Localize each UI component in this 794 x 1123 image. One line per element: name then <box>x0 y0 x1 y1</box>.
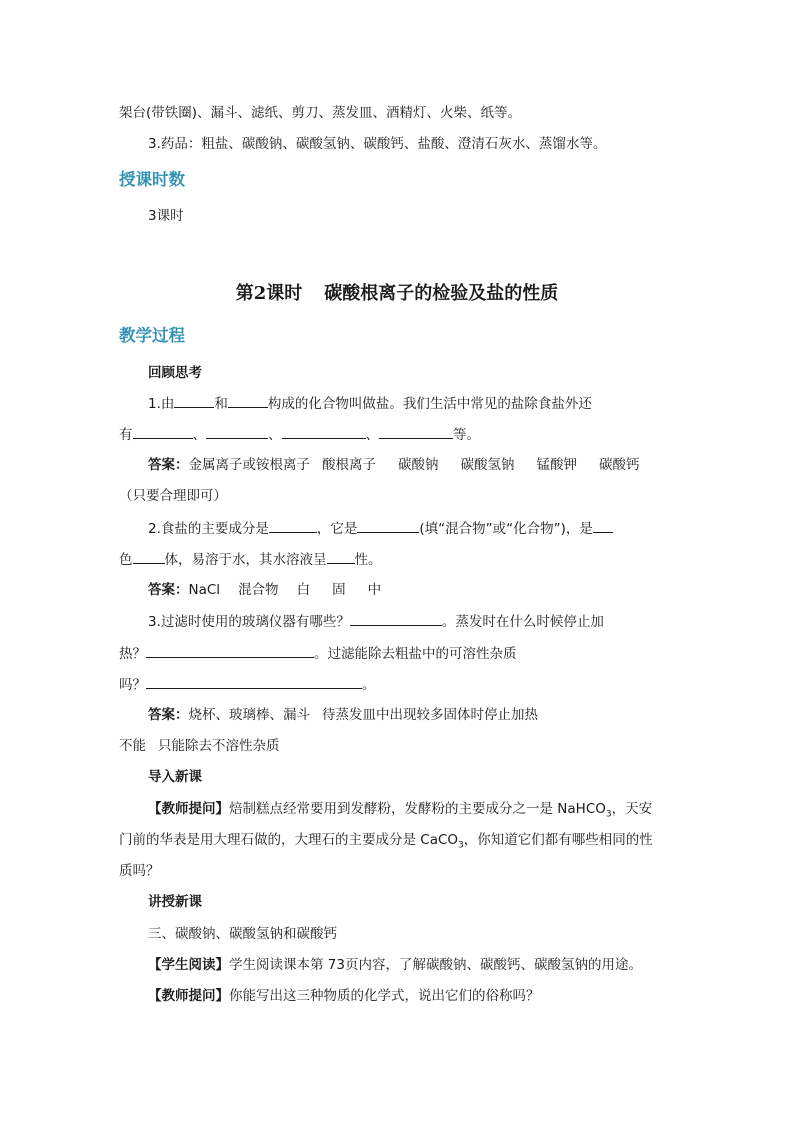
subscript: 3 <box>605 809 612 820</box>
answer-item: 固 <box>332 582 346 598</box>
blank <box>357 518 419 533</box>
blank <box>379 424 453 439</box>
teach-subheading: 三、碳酸钠、碳酸氢钠和碳酸钙 <box>148 926 337 942</box>
teach-heading: 讲授新课 <box>148 894 202 910</box>
teacher-question <box>148 986 540 1006</box>
intro-text: ，天安 <box>611 801 653 817</box>
answer-item: 酸根离子 <box>322 457 376 473</box>
q3-text-b: 。蒸发时在什么时候停止加 <box>441 614 604 630</box>
blank <box>228 393 268 408</box>
review-heading: 回顾思考 <box>148 365 202 381</box>
answer-item: 白 <box>296 582 311 598</box>
intro-para-line-2 <box>119 830 653 850</box>
separator: 、 <box>192 427 206 443</box>
answer-3-line-2 <box>119 736 280 756</box>
blank <box>350 611 442 626</box>
answer-item: 待蒸发皿中出现较多固体时停止加热 <box>322 707 538 723</box>
blank <box>269 518 317 533</box>
q2-text-b: ，它是 <box>316 521 358 537</box>
answer-item: 不能 <box>119 738 146 754</box>
teacher-question-tag: 【教师提问】 <box>148 801 229 817</box>
answer-label: 答案： <box>148 457 189 473</box>
blank <box>174 393 214 408</box>
materials-line-1 <box>119 103 521 123</box>
teacher-question-tag: 【教师提问】 <box>148 988 229 1004</box>
q3-line-3 <box>119 674 376 695</box>
text: 架台(带铁圈)、漏斗、滤纸、剪刀、蒸发皿、酒精灯、火柴、纸等。 <box>119 105 522 121</box>
q1-text-a: 1.由 <box>148 396 175 412</box>
q1-text-b: 和 <box>214 396 228 412</box>
answer-1 <box>148 455 640 475</box>
blank <box>593 518 613 533</box>
q3-text-c: 热？ <box>119 646 146 662</box>
answer-label: 答案： <box>148 707 189 723</box>
blank <box>146 643 314 658</box>
q3-line-2 <box>119 643 517 664</box>
q2-text-e: 体，易溶于水，其水溶液呈 <box>164 552 327 568</box>
answer-item: 碳酸钠 <box>398 457 439 473</box>
lesson-title-part2: 碳酸根离子的检验及盐的性质 <box>324 283 559 304</box>
student-reading <box>148 955 642 975</box>
separator: 、 <box>268 427 282 443</box>
q3-text-a: 3.过滤时使用的玻璃仪器有哪些？ <box>148 614 350 630</box>
blank <box>282 424 366 439</box>
intro-text: ，你知道它们都有哪些相同的性 <box>463 832 653 848</box>
hours-value: 3课时 <box>148 208 184 224</box>
intro-para-line-1 <box>148 799 652 819</box>
q2-text-c: (填“混合物”或“化合物”)，是 <box>419 521 593 537</box>
q1-line-2 <box>119 424 480 445</box>
intro-text: 门前的华表是用大理石做的，大理石的主要成分是 CaCO <box>119 832 459 848</box>
q3-text-e: 吗？ <box>119 677 146 693</box>
materials-line-2 <box>148 134 606 154</box>
hours-heading: 授课时数 <box>119 170 185 189</box>
q3-text-f: 。 <box>362 677 376 693</box>
blank <box>133 549 165 564</box>
student-reading-text: 学生阅读课本第 73页内容，了解碳酸钠、碳酸钙、碳酸氢钠的用途。 <box>229 957 642 973</box>
answer-item: 碳酸氢钠 <box>460 457 515 473</box>
blank <box>327 549 355 564</box>
q1-text-end: 等。 <box>453 427 480 443</box>
answer-2 <box>148 580 381 600</box>
blank <box>206 424 268 439</box>
answer-3-line-1 <box>148 705 538 725</box>
lesson-title <box>0 281 794 307</box>
q1-line-1 <box>148 393 592 414</box>
q3-line-1 <box>148 611 604 632</box>
q2-line-1 <box>148 518 613 539</box>
answer-1-note: （只要合理即可） <box>119 488 227 504</box>
process-heading: 教学过程 <box>119 326 185 345</box>
q1-text-d: 有 <box>119 427 133 443</box>
student-reading-tag: 【学生阅读】 <box>148 957 229 973</box>
teacher-question-text: 你能写出这三种物质的化学式，说出它们的俗称吗？ <box>229 988 540 1004</box>
text: 3.药品：粗盐、碳酸钠、碳酸氢钠、碳酸钙、盐酸、澄清石灰水、蒸馏水等。 <box>148 136 607 152</box>
intro-heading: 导入新课 <box>148 769 202 785</box>
blank <box>146 674 362 689</box>
answer-item: 碳酸钙 <box>599 457 640 473</box>
intro-para-line-3: 质吗？ <box>119 863 160 879</box>
answer-item: 烧杯、玻璃棒、漏斗 <box>188 707 310 723</box>
answer-item: 中 <box>367 582 382 598</box>
answer-item: NaCl <box>188 582 221 598</box>
answer-item: 锰酸钾 <box>536 457 577 473</box>
subscript: 3 <box>458 840 464 851</box>
answer-item: 金属离子或铵根离子 <box>188 457 310 473</box>
answer-label: 答案： <box>148 582 189 598</box>
intro-text: 焙制糕点经常要用到发酵粉，发酵粉的主要成分之一是 NaHCO <box>229 801 606 817</box>
q2-text-d: 色 <box>119 552 133 568</box>
q2-text-f: 性。 <box>354 552 382 568</box>
q2-text-a: 2.食盐的主要成分是 <box>148 521 269 537</box>
separator: 、 <box>365 427 379 443</box>
answer-item: 只能除去不溶性杂质 <box>158 738 280 754</box>
blank <box>133 424 193 439</box>
q2-line-2 <box>119 549 382 570</box>
lesson-title-part1: 第2课时 <box>235 283 303 304</box>
q3-text-d: 。过滤能除去粗盐中的可溶性杂质 <box>314 646 517 662</box>
answer-item: 混合物 <box>238 582 279 598</box>
q1-text-c: 构成的化合物叫做盐。我们生活中常见的盐除食盐外还 <box>267 396 592 412</box>
